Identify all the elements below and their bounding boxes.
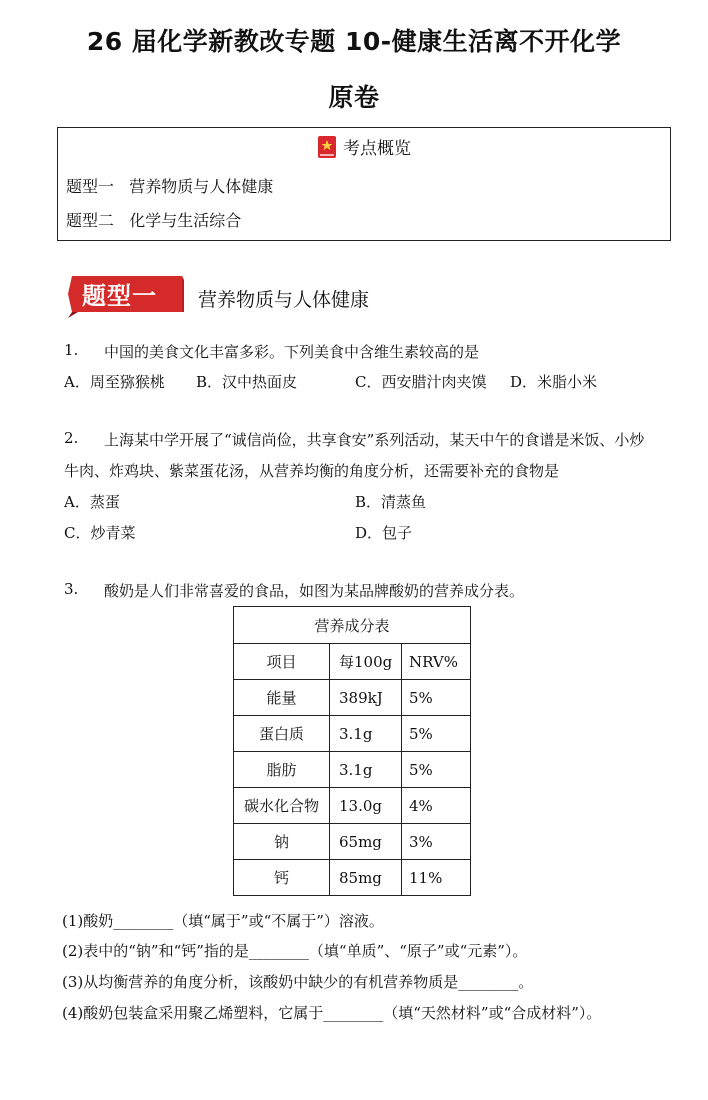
overview-heading-text: 考点概览 (343, 139, 411, 159)
q3-number: 3. (64, 580, 79, 598)
table-row (234, 788, 471, 824)
section-title: 营养物质与人体健康 (198, 289, 370, 311)
q1-option-d: D．米脂小米 (510, 373, 598, 391)
q1-option-a: A．周至猕猴桃 (64, 373, 165, 391)
table-header-cell: 每100g (330, 644, 402, 680)
table-header-cell: NRV% (402, 644, 471, 680)
table-cell: 389kJ (330, 680, 402, 716)
table-cell: 65mg (330, 824, 402, 860)
q2-option-c: C．炒青菜 (64, 524, 136, 542)
q3-sub-3: (3)从均衡营养的角度分析，该酸奶中缺少的有机营养物质是________。 (62, 973, 534, 991)
q3-sub-4: (4)酸奶包装盒采用聚乙烯塑料，它属于________（填“天然材料”或“合成材料”）。 (62, 1004, 602, 1022)
table-row (234, 716, 471, 752)
table-cell: 3% (402, 824, 471, 860)
q2-option-d: D．包子 (355, 524, 413, 542)
overview-item-2: 题型二 化学与生活综合 (66, 211, 242, 230)
book-icon (317, 135, 337, 159)
table-cell: 能量 (234, 680, 330, 716)
q2-stem-line2: 牛肉、炸鸡块、紫菜蛋花汤，从营养均衡的角度分析，还需要补充的食物是 (64, 462, 560, 480)
q1-option-b: B．汉中热面皮 (196, 373, 298, 391)
table-cell: 5% (402, 680, 471, 716)
q3-sub-2: (2)表中的“钠”和“钙”指的是________（填“单质”、“原子”或“元素”）。 (62, 942, 528, 960)
table-caption-row (234, 607, 471, 644)
q1-stem: 中国的美食文化丰富多彩。下列美食中含维生素较高的是 (104, 343, 480, 361)
table-cell: 蛋白质 (234, 716, 330, 752)
overview-heading (58, 134, 670, 159)
q1-number: 1. (64, 341, 79, 359)
table-cell: 13.0g (330, 788, 402, 824)
q3-stem: 酸奶是人们非常喜爱的食品，如图为某品牌酸奶的营养成分表。 (104, 582, 525, 600)
nutrition-table (233, 606, 471, 896)
q2-option-a: A．蒸蛋 (64, 493, 120, 511)
table-cell: 5% (402, 716, 471, 752)
table-row (234, 680, 471, 716)
overview-box (57, 127, 671, 241)
q3-sub-1: (1)酸奶________（填“属于”或“不属于”）溶液。 (62, 912, 384, 930)
table-cell: 3.1g (330, 716, 402, 752)
q1-option-c: C．西安腊汁肉夹馍 (355, 373, 487, 391)
document-subtitle: 原卷 (328, 83, 380, 112)
q2-option-b: B．清蒸鱼 (355, 493, 427, 511)
table-cell: 11% (402, 860, 471, 896)
table-cell: 5% (402, 752, 471, 788)
table-cell: 3.1g (330, 752, 402, 788)
overview-item-1: 题型一 营养物质与人体健康 (66, 177, 274, 196)
table-cell: 钙 (234, 860, 330, 896)
table-row (234, 860, 471, 896)
table-cell: 85mg (330, 860, 402, 896)
table-row (234, 824, 471, 860)
q2-number: 2. (64, 429, 79, 447)
q2-stem-line1: 上海某中学开展了“诚信尚俭，共享食安”系列活动，某天中午的食谱是米饭、小炒 (104, 431, 645, 449)
section-badge: 题型一 (82, 282, 157, 310)
table-row (234, 752, 471, 788)
table-header-row (234, 644, 471, 680)
table-cell: 碳水化合物 (234, 788, 330, 824)
table-cell: 脂肪 (234, 752, 330, 788)
document-title: 26 届化学新教改专题 10-健康生活离不开化学 (86, 27, 622, 56)
table-header-cell: 项目 (234, 644, 330, 680)
table-cell: 钠 (234, 824, 330, 860)
table-caption: 营养成分表 (234, 607, 471, 644)
table-cell: 4% (402, 788, 471, 824)
